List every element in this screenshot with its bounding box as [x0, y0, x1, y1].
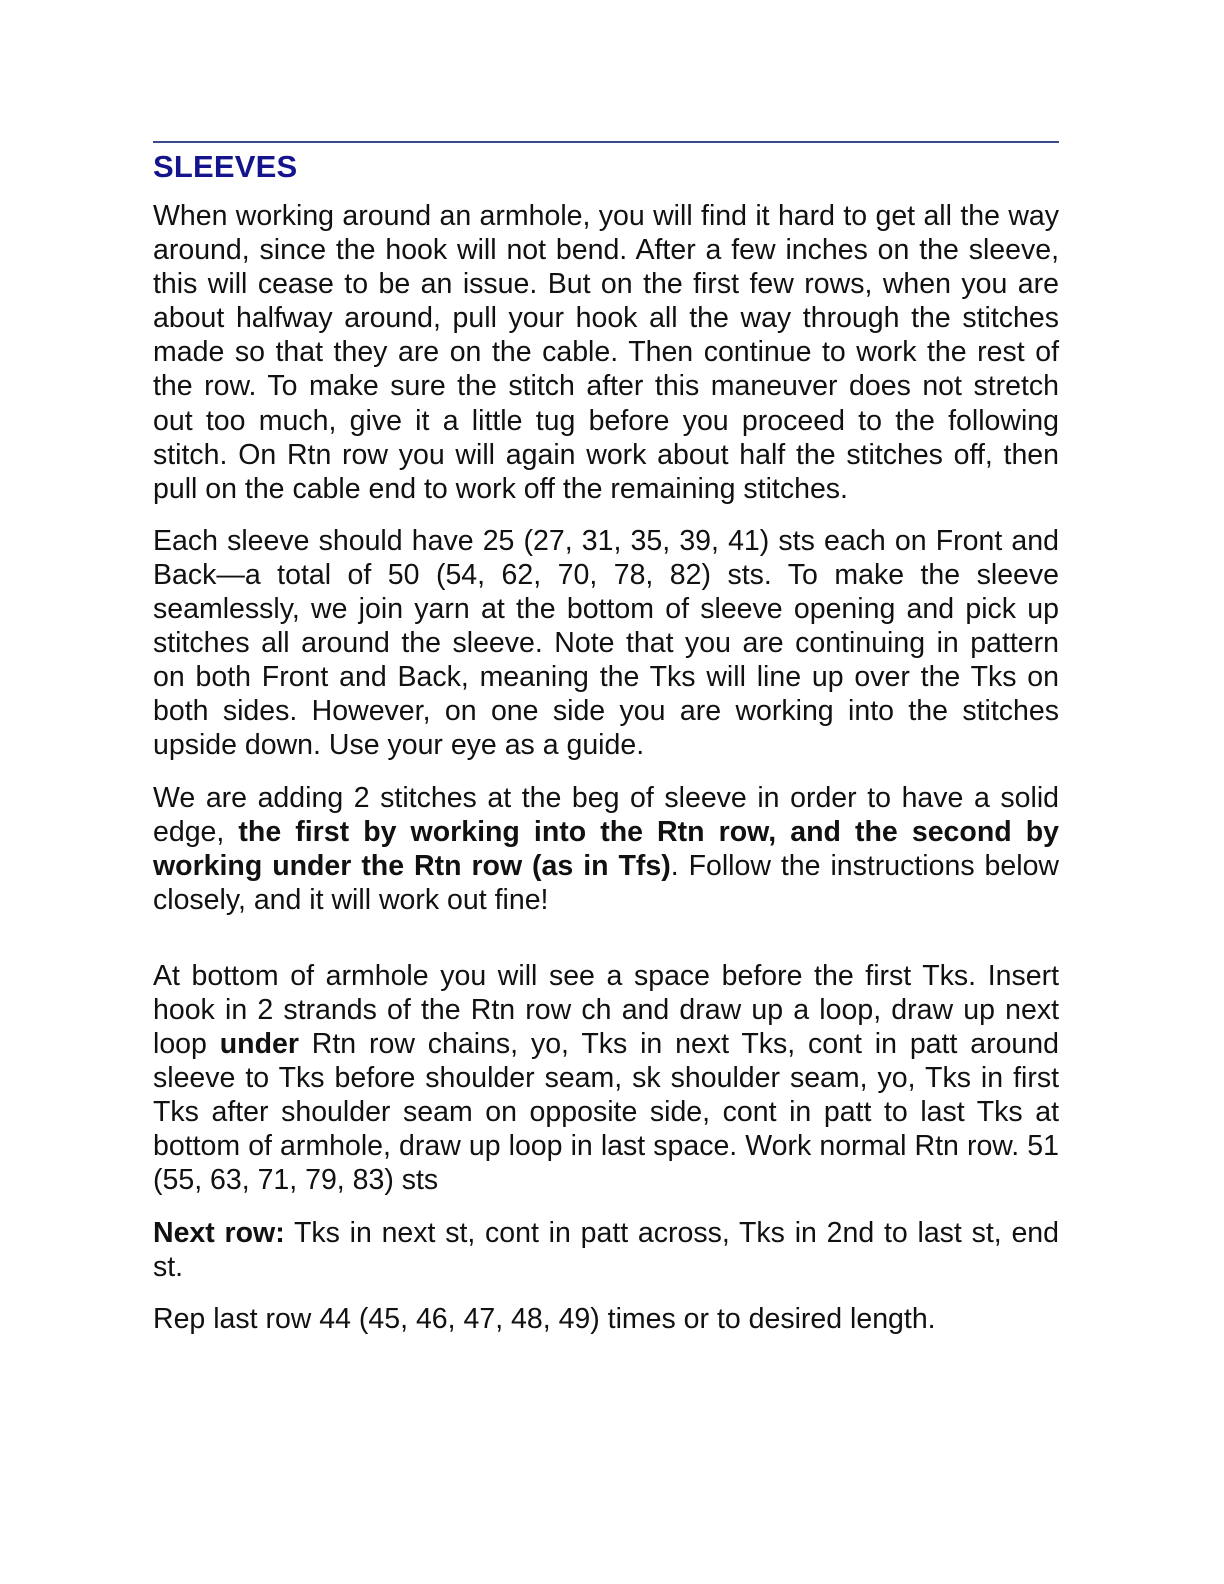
paragraph-first-row-instructions: [153, 959, 1059, 1198]
paragraph-repeat-rows: Rep last row 44 (45, 46, 47, 48, 49) times or to desired length.: [153, 1302, 936, 1335]
paragraph-adding-stitches: [153, 781, 1059, 917]
row-label: Next row:: [153, 1216, 285, 1249]
document-page: [153, 141, 1059, 1354]
paragraph-text: Rtn row chains, yo, Tks in next Tks, cont in patt around sleeve to Tks before shoulder seam, sk shoulder seam, yo, Tks in first Tks after shoulder seam on opposite side, cont in patt to last Tks at bottom of armhole, draw up loop in last space. Work normal Rtn row. 51 (55, 63, 71, 79, 83) sts: [153, 1028, 1059, 1197]
emphasis-text: the first by working into the Rtn row, and the second by working under the Rtn row (as in Tfs): [153, 815, 1059, 882]
paragraph-armhole-technique: When working around an armhole, you will find it hard to get all the way around, since the hook will not bend. After a few inches on the sleeve, this will cease to be an issue. But on the first few rows, when you are about halfway around, pull your hook all the way through the stitches made so that they are on the cable. Then continue to work the rest of the row. To make sure the stitch after this maneuver does not stretch out too much, give it a little tug before you proceed to the following stitch. On Rtn row you will again work about half the stitches off, then pull on the cable end to work off the remaining stitches.: [153, 200, 1059, 505]
paragraph-text: . Follow the instructions below closely, and it will work out fine!: [153, 849, 1060, 916]
section-divider: [153, 141, 1059, 143]
paragraph-next-row: [153, 1216, 1059, 1284]
paragraph-text: Tks in next st, cont in patt across, Tks in 2nd to last st, end st.: [153, 1216, 1059, 1283]
paragraph-stitch-count: Each sleeve should have 25 (27, 31, 35, 39, 41) sts each on Front and Back—a total of 50 (54, 62, 70, 78, 82) sts. To make the sleeve seamlessly, we join yarn at the bottom of sleeve opening and pick up stitches all around the sleeve. Note that you are continuing in pattern on both Front and Back, meaning the Tks will line up over the Tks on both sides. However, on one side you are working into the stitches upside down. Use your eye as a guide.: [153, 524, 1059, 762]
paragraph-text: We are adding 2 stitches at the beg of sleeve in order to have a solid edge,: [153, 781, 1059, 848]
paragraph-text: At bottom of armhole you will see a space before the first Tks. Insert hook in 2 strands of the Rtn row ch and draw up a loop, draw up next loop: [153, 959, 1059, 1061]
section-title: SLEEVES: [153, 149, 298, 184]
emphasis-text: under: [219, 1028, 299, 1061]
